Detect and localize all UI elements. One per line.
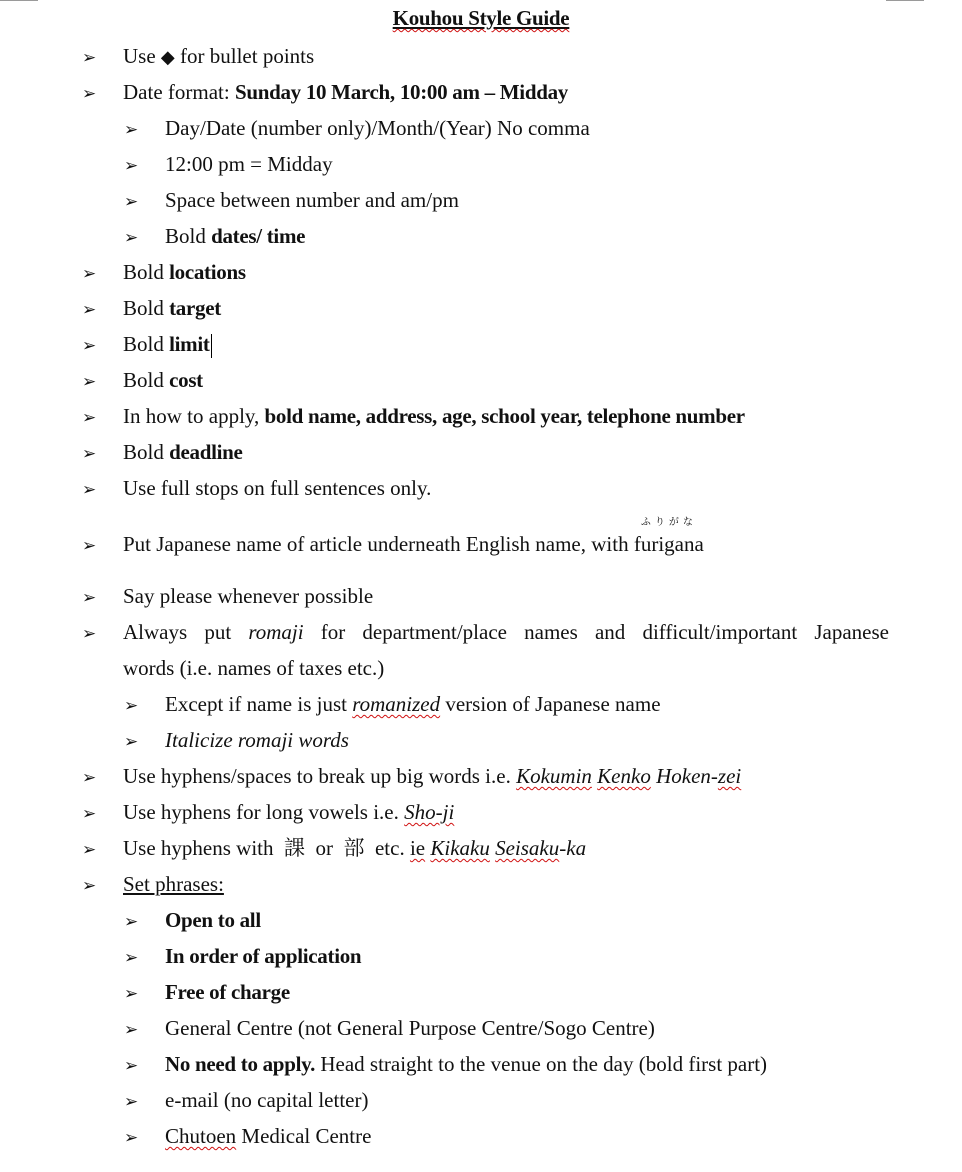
list-item: ➢ Use hyphens/spaces to break up big words i.e. Kokumin Kenko Hoken-zei — [82, 758, 741, 794]
arrow-bullet-icon: ➢ — [82, 372, 97, 392]
list-item: ➢ General Centre (not General Purpose Centre/Sogo Centre) — [124, 1010, 655, 1046]
list-item: ➢ Free of charge — [124, 974, 290, 1010]
arrow-bullet-icon: ➢ — [124, 1020, 139, 1040]
list-item: ➢ Use ◆ for bullet points — [82, 38, 314, 74]
arrow-bullet-icon: ➢ — [82, 408, 97, 428]
arrow-bullet-icon: ➢ — [82, 768, 97, 788]
page-corner-mark-left — [0, 0, 38, 1]
arrow-bullet-icon: ➢ — [82, 48, 97, 68]
furigana-reading: ふりがな — [640, 517, 697, 528]
arrow-bullet-icon: ➢ — [82, 264, 97, 284]
list-item: ➢ Use full stops on full sentences only. — [82, 470, 431, 506]
arrow-bullet-icon: ➢ — [124, 732, 139, 752]
list-item: ➢ Bold dates/ time — [124, 218, 305, 254]
list-item: ➢ Bold limit — [82, 326, 212, 362]
list-item: ➢ Except if name is just romanized version of Japanese name — [124, 686, 661, 722]
list-item: ➢ No need to apply. Head straight to the venue on the day (bold first part) — [124, 1046, 767, 1082]
arrow-bullet-icon: ➢ — [124, 912, 139, 932]
page-corner-mark-right — [886, 0, 924, 1]
arrow-bullet-icon: ➢ — [124, 984, 139, 1004]
list-item: ➢ Bold deadline — [82, 434, 243, 470]
arrow-bullet-icon: ➢ — [124, 948, 139, 968]
arrow-bullet-icon: ➢ — [82, 480, 97, 500]
list-item: ➢ Bold target — [82, 290, 221, 326]
diamond-icon: ◆ — [160, 47, 175, 68]
arrow-bullet-icon: ➢ — [124, 1056, 139, 1076]
arrow-bullet-icon: ➢ — [124, 1092, 139, 1112]
arrow-bullet-icon: ➢ — [82, 876, 97, 896]
arrow-bullet-icon: ➢ — [124, 228, 139, 248]
arrow-bullet-icon: ➢ — [124, 696, 139, 716]
list-item: ➢ Chutoen Medical Centre — [124, 1118, 371, 1154]
title-text: Kouhou Style Guide — [392, 6, 570, 30]
arrow-bullet-icon: ➢ — [82, 84, 97, 104]
arrow-bullet-icon: ➢ — [82, 300, 97, 320]
list-item-text: Always put romaji for department/place names and difficult/important Japanese words (i.e. names of taxes etc.) — [123, 620, 889, 680]
arrow-bullet-icon: ➢ — [82, 624, 97, 644]
list-item: ➢ Open to all — [124, 902, 261, 938]
list-item: ➢ Space between number and am/pm — [124, 182, 459, 218]
list-item: ➢ Put Japanese name of article underneath English name, with ふりがな furigana — [82, 526, 704, 562]
arrow-bullet-icon: ➢ — [82, 804, 97, 824]
list-item: ➢ Say please whenever possible — [82, 578, 373, 614]
list-item — [82, 614, 123, 650]
arrow-bullet-icon: ➢ — [124, 192, 139, 212]
list-item: ➢ Italicize romaji words — [124, 722, 349, 758]
list-item: ➢ In order of application — [124, 938, 361, 974]
list-item: ➢ Day/Date (number only)/Month/(Year) No comma — [124, 110, 590, 146]
arrow-bullet-icon: ➢ — [82, 336, 97, 356]
arrow-bullet-icon: ➢ — [82, 444, 97, 464]
list-item: ➢ Set phrases: — [82, 866, 224, 902]
arrow-bullet-icon: ➢ — [82, 840, 97, 860]
list-item: ➢ Use hyphens for long vowels i.e. Sho-ji — [82, 794, 454, 830]
list-item: ➢ e-mail (no capital letter) — [124, 1082, 368, 1118]
arrow-bullet-icon: ➢ — [124, 1128, 139, 1148]
text-cursor[interactable] — [211, 334, 212, 358]
furigana-word: ふりがな furigana — [633, 517, 704, 556]
list-item: ➢ Use hyphens with 課 or 部 etc. ie Kikaku Seisaku-ka — [82, 830, 586, 866]
arrow-bullet-icon: ➢ — [82, 536, 97, 556]
list-item: ➢ Date format: Sunday 10 March, 10:00 am – Midday — [82, 74, 568, 110]
list-item: ➢ In how to apply, bold name, address, age, school year, telephone number — [82, 398, 745, 434]
list-item: ➢ Bold cost — [82, 362, 203, 398]
arrow-bullet-icon: ➢ — [82, 588, 97, 608]
list-item: ➢ 12:00 pm = Midday — [124, 146, 333, 182]
document-title — [0, 6, 962, 31]
arrow-bullet-icon: ➢ — [124, 156, 139, 176]
list-item: ➢ Bold locations — [82, 254, 246, 290]
arrow-bullet-icon: ➢ — [124, 120, 139, 140]
